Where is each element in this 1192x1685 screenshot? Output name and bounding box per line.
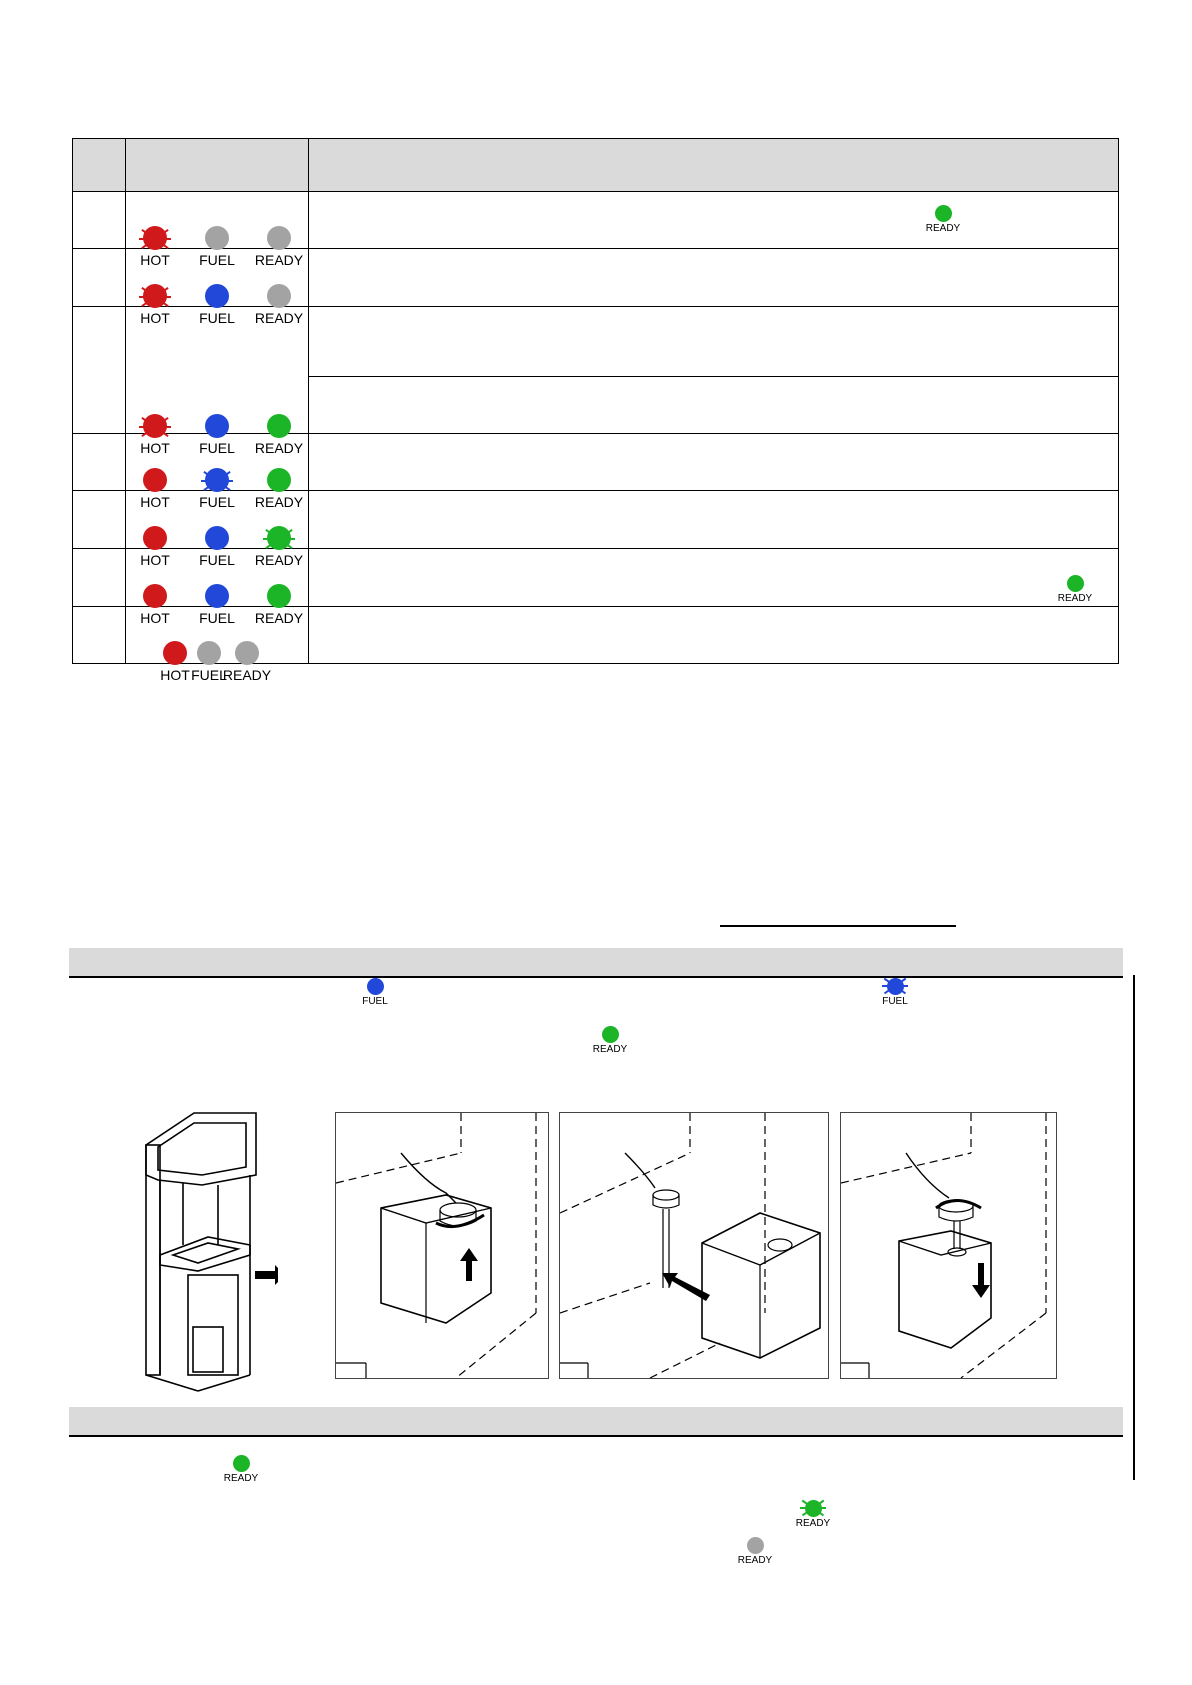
ready-led-icon: [747, 1537, 764, 1554]
ready-inline-label: READY: [737, 1555, 773, 1566]
ready-inline-label: READY: [925, 223, 961, 234]
ready-led-icon: [267, 584, 291, 608]
ready-label: READY: [222, 667, 272, 683]
panel-step-3: [840, 1112, 1057, 1379]
fuel-inline-label: FUEL: [362, 996, 388, 1007]
ready-led-icon: [267, 226, 291, 250]
ready-indicator: [188, 637, 306, 693]
ready-inline-label: READY: [223, 1473, 259, 1484]
fuel-led-icon: [887, 978, 904, 995]
underline-rule: [720, 925, 956, 927]
ready-label: READY: [254, 609, 304, 626]
hot-label: HOT: [140, 494, 170, 510]
ready-inline-label: READY: [1057, 593, 1093, 604]
ready-inline-icon: [913, 205, 973, 245]
fuel-label: FUEL: [191, 667, 227, 683]
panel-step-2: [559, 1112, 829, 1379]
section-header-fuel: [69, 948, 1123, 978]
hot-label: HOT: [140, 252, 170, 268]
ready-indicator: [220, 280, 338, 336]
ready-label: READY: [254, 309, 304, 326]
fuel-inline-icon: [865, 978, 925, 1018]
ready-label: READY: [254, 551, 304, 568]
cabinet-illustration: [138, 1105, 278, 1395]
fuel-led-icon: [367, 978, 384, 995]
table-header-row: [73, 139, 1119, 192]
hot-label: HOT: [140, 440, 170, 456]
ready-led-icon: [805, 1500, 822, 1517]
ready-inline-icon: [1045, 575, 1105, 615]
ready-inline-label: READY: [795, 1518, 831, 1529]
ready-inline-icon: [580, 1026, 640, 1066]
ready-led-icon: [267, 284, 291, 308]
ready-label: READY: [254, 440, 304, 456]
fuel-label: FUEL: [199, 252, 235, 268]
ready-led-icon: [267, 414, 291, 438]
fuel-label: FUEL: [199, 309, 235, 326]
ready-indicator: [220, 464, 338, 520]
header-cell: [126, 139, 309, 192]
hot-label: HOT: [140, 551, 170, 568]
ready-led-icon: [235, 641, 259, 665]
margin-rule: [1133, 975, 1135, 1480]
section-header-ready: [69, 1407, 1123, 1437]
ready-inline-icon: [725, 1537, 785, 1577]
hot-label: HOT: [140, 309, 170, 326]
panel-step-1: [335, 1112, 549, 1379]
ready-label: READY: [254, 494, 304, 510]
fuel-inline-label: FUEL: [882, 996, 908, 1007]
ready-led-icon: [267, 526, 291, 550]
ready-inline-label: READY: [592, 1044, 628, 1055]
ready-led-icon: [267, 468, 291, 492]
fuel-label: FUEL: [199, 494, 235, 510]
ready-led-icon: [602, 1026, 619, 1043]
fuel-label: FUEL: [199, 440, 235, 456]
ready-label: READY: [254, 252, 304, 268]
ready-led-icon: [935, 205, 952, 222]
hot-label: HOT: [140, 609, 170, 626]
ready-led-icon: [1067, 575, 1084, 592]
ready-led-icon: [233, 1455, 250, 1472]
ready-inline-icon: [211, 1455, 271, 1495]
header-cell: [73, 139, 126, 192]
header-cell: [309, 139, 1119, 192]
ready-indicator: [220, 410, 338, 466]
fuel-label: FUEL: [199, 609, 235, 626]
fuel-inline-icon: [345, 978, 405, 1018]
fuel-label: FUEL: [199, 551, 235, 568]
hot-label: HOT: [160, 667, 190, 683]
ready-inline-icon: [783, 1500, 843, 1540]
